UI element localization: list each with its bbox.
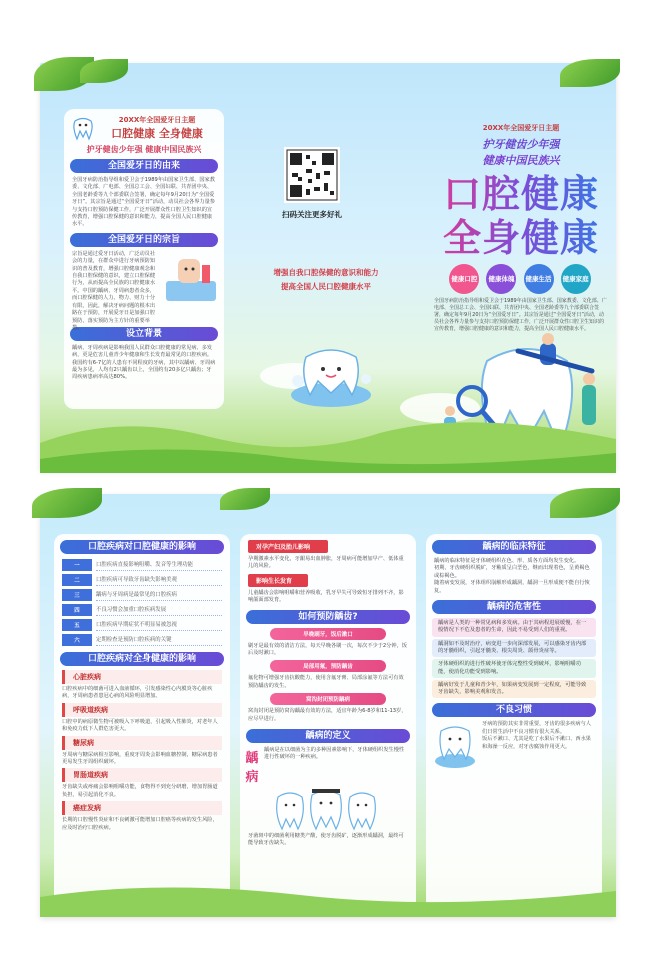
- section-text: 龋病的临床特征是牙体硬组织在色、形、质各方面均发生变化。: [434, 558, 580, 564]
- tag-row: [426, 264, 616, 294]
- section-title: 全国爱牙日的宗旨: [70, 233, 218, 247]
- leaf-decoration: [550, 488, 620, 518]
- list-number: 四: [62, 604, 92, 616]
- leaf-decoration: [32, 488, 102, 518]
- section-title: 龋病的临床特征: [432, 540, 596, 554]
- tooth-bath-illustration-icon: [286, 341, 376, 411]
- item-text: 口腔疾病中的细菌可进入血液循环，引发感染性心内膜炎等心脏疾病，牙周病患者患冠心病的风险明显增加。: [62, 686, 213, 700]
- front-middle-panel: [236, 123, 416, 443]
- list-number: 五: [62, 619, 92, 631]
- slogan-line-2: 健康中国民族兴: [482, 154, 560, 167]
- hazard-band: 龋病好发于儿童和青少年，如果病变发展到一定程度，可能导致牙齿缺失，影响美观和发音。: [432, 680, 596, 699]
- grass-hills-decoration: [40, 403, 616, 473]
- section-text: 随着病变发展，牙体组织崩解形成龋洞，龋洞一旦形成便不能自行恢复。: [434, 580, 590, 594]
- bathroom-illustration-icon: [164, 251, 220, 303]
- list-item: [62, 588, 222, 601]
- theme-line: 20XX年全国爱牙日主题: [118, 116, 196, 124]
- item-heading: 对孕产妇及胎儿影响: [248, 540, 328, 553]
- intro-text: 全国牙病防治指导组和爱卫会于1989年由国家卫生部、国家教委、文化部、广电部、全国总工会、全国妇联、共青团中央、全国老龄委等九个部委联合签署，确定每年9月20日为“全国爱牙日”。其宗旨是通过“全国爱牙日”活动，动员社会各界力量参与支持口腔预防保健工作，广泛开展群众性口腔卫生知识的宣传教育，增强口腔健康的意识和能力，提高全国人民口腔健康水平。: [434, 298, 607, 332]
- section-text: 龋病、牙周疾病是影响我国人民群众口腔健康的常见病、多发病，更是危害儿童青少年健康和生长发育最常见的口腔疾病。我国约有6-7亿的人患有不同程度的牙病，其中以龋病、牙周病最为多见，人均有2只龋齿以上，全国约有20多亿只龋齿；牙周疾病患病率高达80%。: [72, 344, 216, 381]
- item-text: 牙周病与糖尿病相互影响，重度牙周炎会影响血糖控制，糖尿病患者更易发生牙周组织破坏。: [62, 751, 218, 766]
- front-sheet: [40, 63, 616, 470]
- list-number: 三: [62, 589, 92, 601]
- section-text: 全国牙病防治指导组和爱卫会于1989年由国家卫生部、国家教委、文化部、广电部、全国总工会、全国妇联、共青团中央、全国老龄委等九个部委联合签署，确定每年9月20日为“全国爱牙日”。其宗旨是通过“全国爱牙日”活动，动员社会各界力量参与支持口腔预防保健工作，广泛开展群众性口腔卫生知识的宣传教育，增强口腔保健的意识和能力，提高全国人民口腔健康水平。: [72, 177, 215, 228]
- hazard-band: 龋病是人类的一种常见病和多发病。由于其病程进展缓慢，在一般情况下不危及患者的生命，因此不易受到人们的重视。: [432, 618, 596, 637]
- item-heading: 癌症发病: [62, 801, 222, 815]
- list-text: 龋病与牙周病是最常见的口腔疾病: [96, 588, 222, 601]
- section-text: 初期，牙齿硬组织脱矿，牙釉质呈白垩色，继而出现着色，呈黄褐色或棕褐色。: [434, 565, 590, 579]
- tag-badge: 健康生活: [524, 264, 554, 294]
- section-title: 全国爱牙日的由来: [70, 159, 218, 173]
- hazard-band: 牙体硬组织的进行性破坏使牙体完整性受到破坏，影响咀嚼功能，使消化功能受到影响。: [432, 659, 596, 678]
- slogan-primary: 口腔健康 全身健康: [111, 127, 203, 140]
- section-title: 龋病的危害性: [432, 600, 596, 614]
- grass-hills-decoration: [40, 877, 616, 917]
- leaf-decoration: [80, 59, 128, 83]
- tag-badge: 健康体魄: [486, 264, 516, 294]
- back-middle-panel: [240, 534, 416, 912]
- section-title: 龋病的定义: [246, 729, 410, 743]
- list-item: [62, 603, 222, 616]
- tooth-bath-small-icon: [432, 721, 478, 771]
- item-heading: 胃肠道疾病: [62, 768, 222, 782]
- section-title: 如何预防龋齿?: [246, 610, 410, 624]
- sub-heading: 局部用氟，预防龋齿: [270, 660, 386, 672]
- leaf-decoration: [220, 488, 270, 510]
- slogan-secondary: 护牙健齿少年强 健康中国民族兴: [86, 145, 202, 154]
- list-text: 定期检查是预防口腔疾病的关键: [96, 633, 222, 646]
- headline-body-health: 全身健康: [426, 216, 616, 260]
- section-title: 不良习惯: [432, 703, 596, 717]
- headline-oral-health: 口腔健康: [426, 172, 616, 216]
- tooth-mascot-icon: [70, 115, 96, 141]
- back-left-panel: [54, 534, 230, 912]
- item-text: 孕期激素水平变化，牙龈易出血肿胀，牙周病可能增加早产、低体重儿的风险。: [248, 556, 404, 570]
- definition-char: 病: [245, 770, 259, 786]
- section-title: 口腔疾病对全身健康的影响: [60, 652, 224, 666]
- item-heading: 心脏疾病: [62, 670, 222, 684]
- front-left-panel: [64, 109, 224, 409]
- item-text: 儿童龋齿会影响咀嚼和营养吸收，乳牙早失可导致恒牙排列不齐，影响颌面部发育。: [248, 589, 404, 604]
- item-heading: 糖尿病: [62, 736, 222, 750]
- item-text: 口腔中的病原微生物可被吸入下呼吸道，引起吸入性肺炎，对老年人和免疫力低下人群危害更大。: [62, 718, 218, 733]
- section-title: 口腔疾病对口腔健康的影响: [60, 540, 224, 554]
- tooth-family-illustration-icon: [268, 787, 388, 833]
- back-sheet: [40, 494, 616, 917]
- slogan-line-1: 护牙健齿少年强: [482, 138, 560, 151]
- list-item: [62, 573, 222, 586]
- item-heading: 影响生长发育: [248, 574, 308, 587]
- tag-badge: 健康家庭: [561, 264, 591, 294]
- sub-heading: 窝沟封闭预防龋病: [270, 693, 386, 705]
- tagline-2: 提高全国人民口腔健康水平: [281, 282, 371, 291]
- section-text: 宗旨是通过爱牙日活动，广泛动员社会的力量，在群众中进行牙病预防知识的普及教育，增强口腔健康观念和自我口腔保健的意识，建立口腔保健行为，从而提高全民族的口腔健康水平。中国的龋病、牙周病患者众多，而口腔保健的人力、物力、财力十分有限，因此，解决牙病问题的根本出路在于预防，开展爱牙日是加强口腔预防，落实预防为主方针的重要举措。: [72, 250, 156, 331]
- item-heading: 呼吸道疾病: [62, 703, 222, 717]
- list-text: 口腔疾病早期症状不明显易被忽视: [96, 618, 222, 631]
- item-text: 牙齿缺失或疼痛会影响咀嚼功能，食物得不到充分研磨，增加胃肠道负担，易引起消化不良。: [62, 784, 218, 798]
- leaf-decoration: [560, 59, 620, 87]
- qr-code-icon[interactable]: [284, 147, 340, 203]
- theme-line: 20XX年全国爱牙日主题: [482, 124, 560, 132]
- tagline-1: 增强自我口腔保健的意识和能力: [273, 268, 379, 277]
- sub-text: 氟化物可增强牙齿抗酸能力，使用含氟牙膏、局部涂氟等方法可有效预防龋齿的发生。: [248, 675, 404, 689]
- habit-text: 饭后不漱口、尤其是吃了水果后不漱口、西水果和海澡一反应，对牙齿腐蚀作用更大。: [482, 736, 591, 750]
- list-number: 二: [62, 574, 92, 586]
- definition-text-2: 牙菌斑中的细菌利用糖类产酸，使牙齿脱矿，逐渐形成龋洞，最终可能导致牙齿缺失。: [248, 833, 404, 847]
- list-item: [62, 633, 222, 646]
- item-text: 长期的口腔慢性炎症和不良刺激可能增加口腔癌等疾病的发生风险，应及时治疗口腔疾病。: [62, 817, 218, 831]
- hazard-band: 龋洞如不及时治疗，病变进一步向深部发展，可以感染牙齿内部的牙髓组织，引起牙髓炎、根尖周炎、颌骨炎症等。: [432, 639, 596, 658]
- sub-heading: 早晚刷牙，饭后漱口: [270, 628, 386, 640]
- definition-char: 龋: [245, 751, 259, 767]
- section-title: 设立背景: [70, 327, 218, 341]
- list-item: [62, 558, 222, 571]
- tag-badge: 健康口腔: [449, 264, 479, 294]
- list-text: 口腔疾病可导致牙齿缺失影响美观: [96, 573, 222, 586]
- list-number: 一: [62, 559, 92, 571]
- qr-caption: 扫码关注更多好礼: [282, 210, 342, 219]
- list-number: 六: [62, 634, 92, 646]
- habit-text: 牙病的预防其实非常重要，牙齿的很多疾病与人们日常生活中不良习惯有很大关系。: [482, 721, 591, 735]
- back-right-panel: [426, 534, 602, 912]
- list-text: 不良习惯会加重口腔疾病发展: [96, 603, 222, 616]
- list-item: [62, 618, 222, 631]
- sub-text: 刷牙是最有效的清洁方法，每天早晚各刷一次，每次不少于2分钟，饭后及时漱口。: [248, 642, 407, 657]
- list-text: 口腔疾病直接影响咀嚼、发音等生理功能: [96, 558, 222, 571]
- definition-text: 龋病是在以细菌为主的多种因素影响下，牙体硬组织发生慢性进行性破坏的一种疾病。: [264, 747, 405, 761]
- sub-text: 窝沟封闭是预防窝沟龋最有效的方法，适宜年龄为6-8岁和11-13岁，应尽早进行。: [248, 708, 407, 722]
